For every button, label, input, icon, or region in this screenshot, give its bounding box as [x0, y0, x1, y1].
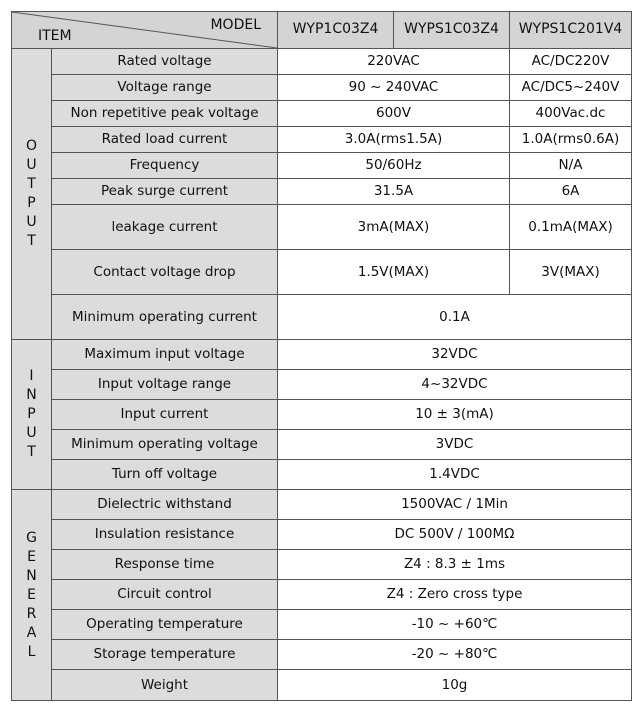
row-name: Contact voltage drop: [52, 250, 278, 295]
row-value: AC/DC5~240V: [510, 75, 632, 101]
row-value: 4~32VDC: [278, 370, 632, 400]
row-value: N/A: [510, 153, 632, 179]
table-row: [12, 670, 632, 701]
row-value: -20 ~ +80℃: [278, 640, 632, 670]
row-value: 3VDC: [278, 430, 632, 460]
table-row: [12, 127, 632, 153]
item-label: ITEM: [38, 27, 72, 44]
row-value: 10 ± 3(mA): [278, 400, 632, 430]
table-row: [12, 205, 632, 250]
row-value: -10 ~ +60℃: [278, 610, 632, 640]
table-row: [12, 370, 632, 400]
row-value: 1.0A(rms0.6A): [510, 127, 632, 153]
section-label-output: OUTPUT: [12, 49, 52, 340]
row-name: Response time: [52, 550, 278, 580]
row-value: 3V(MAX): [510, 250, 632, 295]
row-value: Z4 : 8.3 ± 1ms: [278, 550, 632, 580]
row-value: 90 ~ 240VAC: [278, 75, 510, 101]
row-name: Frequency: [52, 153, 278, 179]
section-label-general: GENERAL: [12, 490, 52, 701]
model-label: MODEL: [210, 17, 261, 33]
table-row: [12, 640, 632, 670]
table-row: [12, 580, 632, 610]
row-value: DC 500V / 100MΩ: [278, 520, 632, 550]
row-name: Turn off voltage: [52, 460, 278, 490]
row-name: Rated voltage: [52, 49, 278, 75]
table-row: [12, 400, 632, 430]
row-name: Storage temperature: [52, 640, 278, 670]
row-value: 1.4VDC: [278, 460, 632, 490]
row-value: 6A: [510, 179, 632, 205]
row-name: leakage current: [52, 205, 278, 250]
row-name: Insulation resistance: [52, 520, 278, 550]
row-name: Voltage range: [52, 75, 278, 101]
table-row: [12, 610, 632, 640]
table-row: [12, 460, 632, 490]
model-header-3: WYPS1C201V4: [510, 12, 632, 49]
header-row: [12, 12, 632, 49]
table-row: [12, 49, 632, 75]
row-value: 1.5V(MAX): [278, 250, 510, 295]
row-value: 3.0A(rms1.5A): [278, 127, 510, 153]
table-row: [12, 340, 632, 370]
table-row: [12, 250, 632, 295]
table-row: [12, 490, 632, 520]
table-row: [12, 520, 632, 550]
row-value: 3mA(MAX): [278, 205, 510, 250]
section-label-input: INPUT: [12, 340, 52, 490]
row-value: 600V: [278, 101, 510, 127]
row-value: 32VDC: [278, 340, 632, 370]
row-value: 400Vac.dc: [510, 101, 632, 127]
table-row: [12, 550, 632, 580]
table-row: [12, 295, 632, 340]
row-name: Circuit control: [52, 580, 278, 610]
row-value: 31.5A: [278, 179, 510, 205]
row-name: Maximum input voltage: [52, 340, 278, 370]
row-name: Rated load current: [52, 127, 278, 153]
spec-table: [11, 11, 632, 701]
row-value: 50/60Hz: [278, 153, 510, 179]
row-value: 0.1A: [278, 295, 632, 340]
row-value: Z4 : Zero cross type: [278, 580, 632, 610]
row-name: Minimum operating voltage: [52, 430, 278, 460]
item-model-header: [12, 12, 278, 49]
row-name: Operating temperature: [52, 610, 278, 640]
model-header-1: WYP1C03Z4: [278, 12, 394, 49]
row-name: Input current: [52, 400, 278, 430]
table-row: [12, 153, 632, 179]
row-name: Minimum operating current: [52, 295, 278, 340]
row-value: 0.1mA(MAX): [510, 205, 632, 250]
model-header-2: WYPS1C03Z4: [394, 12, 510, 49]
row-value: 220VAC: [278, 49, 510, 75]
row-name: Non repetitive peak voltage: [52, 101, 278, 127]
row-value: 10g: [278, 670, 632, 701]
table-row: [12, 179, 632, 205]
row-value: 1500VAC / 1Min: [278, 490, 632, 520]
row-value: AC/DC220V: [510, 49, 632, 75]
row-name: Weight: [52, 670, 278, 701]
row-name: Dielectric withstand: [52, 490, 278, 520]
row-name: Peak surge current: [52, 179, 278, 205]
row-name: Input voltage range: [52, 370, 278, 400]
table-row: [12, 75, 632, 101]
table-row: [12, 430, 632, 460]
table-row: [12, 101, 632, 127]
